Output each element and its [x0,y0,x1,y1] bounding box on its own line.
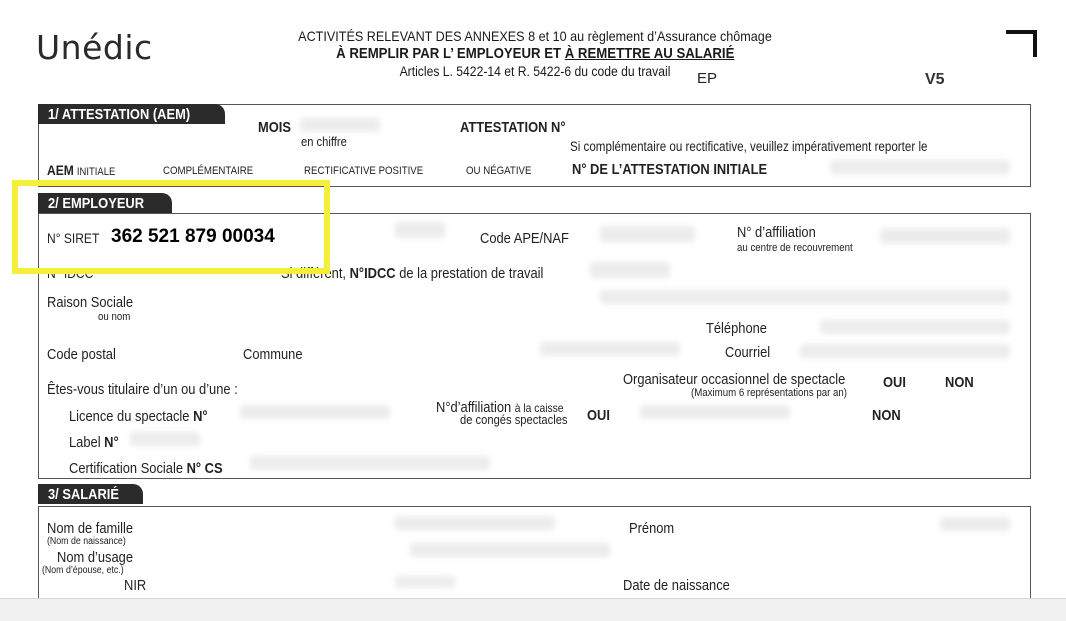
section1-tab-label: 1/ ATTESTATION (AEM) [48,106,191,123]
code-ape-field[interactable] [600,226,695,242]
nom-naissance-label: (Nom de naissance) [47,536,126,547]
nom-epouse-label: (Nom d’épouse, etc.) [42,565,124,576]
mois-field[interactable] [300,118,380,132]
nom-famille-field[interactable] [395,516,555,530]
idcc-prefix: N° IDCC [47,265,94,281]
label-no: N° [104,434,119,451]
attestation-initiale-field[interactable] [830,160,1010,174]
siret-extra-field[interactable] [395,222,445,238]
caisse-non[interactable]: NON [872,407,901,424]
licence-field[interactable] [240,405,390,419]
siret-label: N° SIRET [47,230,100,246]
ep-label: EP [697,70,718,87]
mois-label: MOIS [258,119,291,136]
nom-usage-label: Nom d’usage [57,549,134,566]
bottom-band [0,598,1066,621]
certification-label: Certification Sociale [69,460,184,477]
telephone-field[interactable] [820,320,1010,334]
label-line [69,434,119,451]
section3-tab-label: 3/ SALARIÉ [48,486,119,503]
affil-caisse-sub: à la caisse [514,401,564,415]
telephone-label: Téléphone [706,320,767,337]
idcc-rest: de la prestation de travail [399,265,544,282]
code-postal-label: Code postal [47,346,116,363]
complementaire-label: COMPLÉMENTAIRE [163,165,254,177]
idcc-si-different: Si différent, [281,265,347,282]
aem-initiale [47,162,115,178]
prenom-label: Prénom [629,520,675,537]
siret-highlight [12,180,330,274]
organisateur-label: Organisateur occasionnel de spectacle [623,371,846,388]
certification-line [69,460,223,477]
affiliation-label: N° d’affiliation [737,224,816,241]
nom-usage-field[interactable] [410,543,610,557]
header-line1: ACTIVITÉS RELEVANT DES ANNEXES 8 et 10 au règlement d’Assurance chômage [298,28,772,44]
licence-line [69,408,208,425]
commune-field[interactable] [540,342,680,356]
caisse-oui[interactable]: OUI [587,407,610,424]
label-label: Label [69,434,101,451]
titulaire-label: Êtes-vous titulaire d’un ou d’une : [47,381,238,398]
header-line2 [250,45,820,62]
affiliation-field[interactable] [880,228,1010,244]
idcc-field[interactable] [590,262,670,278]
licence-no: N° [193,408,208,425]
organisateur-non[interactable]: NON [945,374,974,391]
prenom-field[interactable] [940,517,1010,531]
attestation-note: Si complémentaire ou rectificative, veuillez impérativement reporter le [570,139,928,154]
attestation-no-label: ATTESTATION N° [460,119,566,136]
en-chiffre-label: en chiffre [301,134,347,149]
aem-label: AEM [47,162,74,178]
version-label: V5 [925,71,945,88]
nir-label: NIR [124,577,147,594]
caisse-field[interactable] [640,405,790,419]
section1-tab [38,104,225,124]
affil-caisse-label: N°d’affiliation [436,399,512,416]
header-line3-wrap [250,64,820,79]
affil-caisse-line2: de congés spectacles [460,412,568,427]
raison-sociale-label: Raison Sociale [47,294,134,311]
form-header [250,28,820,44]
affiliation-sub-label: au centre de recouvrement [737,242,853,254]
siret-value: 362 521 879 00034 [111,226,275,247]
licence-label: Licence du spectacle [69,408,190,425]
ou-nom-label: ou nom [98,311,131,323]
unedic-logo: Unédic [36,28,153,67]
certification-no-cs: N° CS [186,460,223,477]
no-attestation-initiale-label: N° DE L’ATTESTATION INITIALE [572,161,768,178]
organisateur-oui[interactable]: OUI [883,374,906,391]
date-naissance-label: Date de naissance [623,577,730,594]
section3-tab [38,484,143,504]
header-line3: Articles L. 5422-14 et R. 5422-6 du code du travail [399,64,671,79]
label-field[interactable] [130,432,200,446]
ou-negative-label: OU NÉGATIVE [466,165,532,177]
certification-field[interactable] [250,456,490,470]
rectif-positive-label: RECTIFICATIVE POSITIVE [304,165,424,177]
idcc-bold: N°IDCC [349,265,396,282]
initiale-label: INITIALE [76,166,116,178]
commune-label: Commune [243,346,303,363]
header-line2-b: À REMETTRE AU SALARIÉ [564,45,735,62]
code-ape-label: Code APE/NAF [480,230,569,247]
nom-famille-label: Nom de famille [47,520,134,537]
raison-sociale-field[interactable] [600,290,1010,304]
courriel-field[interactable] [800,344,1010,358]
courriel-label: Courriel [725,344,771,361]
nir-field[interactable] [395,576,455,588]
section2-tab-label: 2/ EMPLOYEUR [48,195,145,212]
organisateur-sub-label: (Maximum 6 représentations par an) [691,387,848,399]
corner-mark-icon [1004,29,1038,59]
header-line2-a: À REMPLIR PAR L’ EMPLOYEUR ET [335,45,565,62]
